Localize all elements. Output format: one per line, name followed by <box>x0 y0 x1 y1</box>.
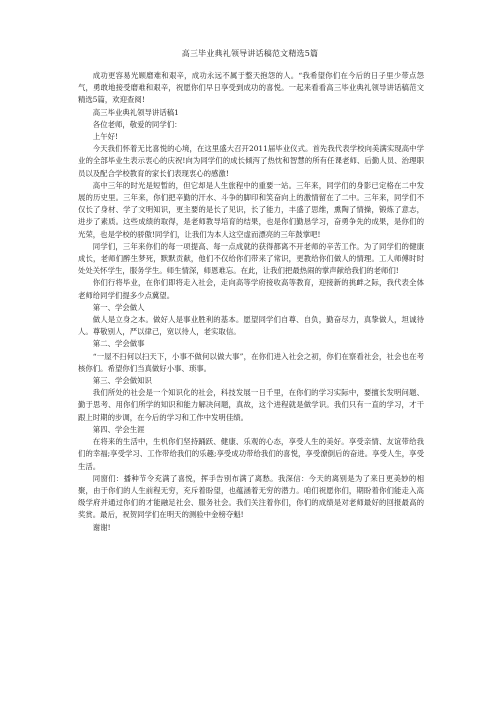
document-title: 高三毕业典礼领导讲话稿范文精选5篇 <box>181 49 319 58</box>
body-paragraph: 高中三年的时光是短暂的，但它却是人生旅程中的重要一站。三年来，同学们的身影已定格在二中发展的历史里。三年来，你们把辛勤的汗水、斗争的脚印和笑奋向上的激情留在了二中。三年来，同学们不仅长了身材、学了文明知识，更主要的是长了见识，长了能力，丰盛了思维，熏陶了情操，锻炼了意志，进步了素质。这些成绩的取得，是老师教导培育的结果，也是你们勤恳学习，奋勇争先的成果，是你们的光荣，也是学校的骄傲!同学们，让我们为本人这空虚而漂亮的三年鼓掌吧! <box>78 180 424 239</box>
subheading-2: 第二、学会做事 <box>92 339 145 349</box>
body-paragraph: 同学们，三年来你们的每一项提高、每一点成就的获得都离不开老师的辛苦工作。为了同学们的健康成长，老师们醉生梦死，默默贡献，他们不仅给你们带来了常识，更教给你们做人的情理。工人师傅时时处处关怀学生，服务学生。师生情深，师恩难忘。在此，让我们把最热闹的掌声献给我们的老师们! <box>78 241 424 276</box>
salutation: 各位老师，敬爱的同学们： <box>92 119 182 129</box>
greeting: 上午好! <box>92 132 118 142</box>
section-heading: 高三毕业典礼领导讲话稿1 <box>92 107 179 117</box>
body-paragraph: 同窗们：播种节令充满了喜悦，挥手告别布满了离愁。我深信：今天的离别是为了来日更美妙的相聚，由于你们的人生前程无穷，充斥着盼望，也蕴涵着无穷的潜力。咱们祝愿你们，期盼着你们能走入高级学府并通过你们的才能融足社会、服务社会。我们关注着你们，你们的成绩是对老师最好的回报最高的奖赏。最后，祝贺同学们在明天的测验中金榜夺魁! <box>78 473 424 520</box>
subheading-3: 第三、学会做知识 <box>92 376 152 386</box>
subheading-1: 第一、学会做人 <box>92 302 145 312</box>
body-paragraph: 我们所处的社会是一个知识化的社会，科技发展一日千里，在你们的学习实际中，要擅长发明问题、勤于思考、用你们所学的知识和能力解决问题，真故，这个进程就是做学识。我们只有一直的学习，才干跟上时期的步调，在今后的学习和工作中发明佳绩。 <box>78 388 424 422</box>
body-paragraph: 做人是立身之本。做好人是事业胜利的基本。愿望同学们自尊、自负，勤奋尽力，真挚做人，坦诚待人。尊敬别人，严以律己，宽以待人，老实取信。 <box>78 315 424 337</box>
subheading-4: 第四、学会生涯 <box>92 424 145 434</box>
document-body <box>78 70 424 534</box>
body-paragraph: 你们行将毕业，在你们即将走入社会，走向高等学府接收高等教育，迎接新的挑衅之际，我代表全体老师给同学们提多少点冀望。 <box>78 278 424 300</box>
closing-thanks: 谢谢! <box>92 522 111 532</box>
body-paragraph: 在将来的生活中，生机你们坚持踊跃、健康、乐观的心态，享受人生的美好。享受亲情、友谊带给我们的幸福;享受学习、工作带给我们的乐趣;享受成功带给我们的喜悦，享受潦倒后的奋进。享受人生，享受生活。 <box>78 437 424 471</box>
intro-paragraph: 成功更容易光顾磨难和艰辛，成功永远不属于整天抱怨的人。“我希望你们在今后的日子里少带点怨气，勇敢地接受磨难和艰辛，祝愿你们早日享受到成功的喜悦。一起来看看高三毕业典礼领导讲话稿范文精选5篇，欢迎查阅! <box>78 71 424 105</box>
body-paragraph: “一屋不扫何以扫天下，小事不做何以做大事”，在你们进入社会之初，你们在察看社会，社会也在考核你们。希望你们当真做好小事、琐事。 <box>78 351 424 373</box>
body-paragraph: 今天我们怀着无比喜悦的心境，在这里盛大召开2011届毕业仪式。首先我代表学校向美满实现高中学业的全部毕业生表示衷心的庆祝!向为同学们的成长倾泻了热忱和智慧的所有任课老师、后勤人员、治理职员以及配合学校教育的家长们表现衷心的感激! <box>78 144 424 178</box>
